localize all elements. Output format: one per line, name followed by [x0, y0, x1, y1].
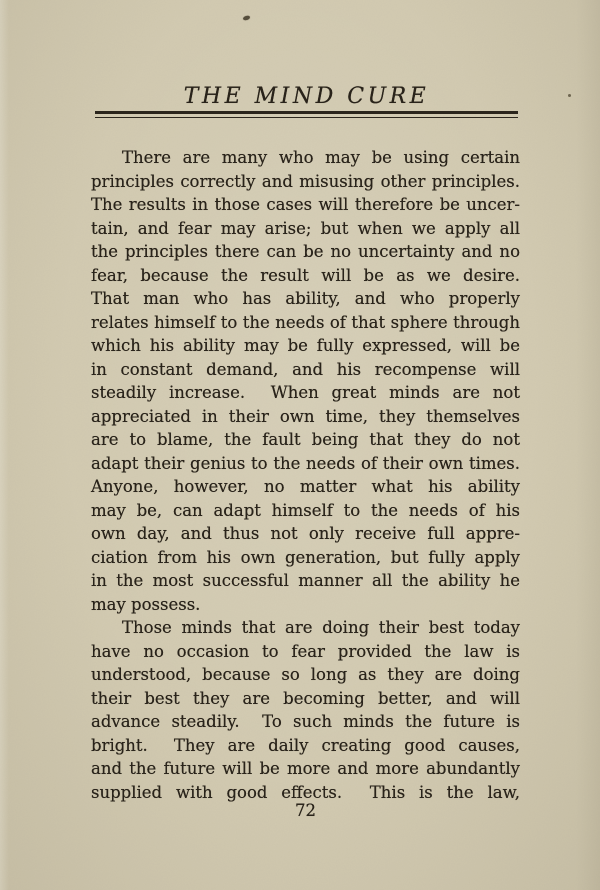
ink-speck	[243, 15, 251, 21]
body-text-line: which his ability may be fully expressed, will be	[91, 336, 520, 355]
body-text-line: may possess.	[91, 594, 201, 614]
body-text-line: are to blame, the fault being that they do not	[91, 430, 520, 449]
body-text-line: in the most successful manner all the ability he	[91, 571, 520, 590]
header-rule-thick	[95, 111, 518, 114]
body-text-line: fear, because the result will be as we desire.	[91, 265, 520, 285]
body-text-line: principles correctly and misusing other principles.	[91, 171, 520, 191]
body-text-line: own day, and thus not only receive full appre-	[91, 524, 520, 543]
body-text-line: supplied with good effects. This is the law,	[91, 782, 520, 802]
body-text-line: have no occasion to fear provided the law is	[91, 641, 520, 661]
body-text-line: tain, and fear may arise; but when we apply all	[91, 218, 520, 238]
body-text-line: understood, because so long as they are doing	[91, 665, 520, 684]
body-text-line: Those minds that are doing their best today	[122, 618, 520, 637]
body-text-line: ciation from his own generation, but fully apply	[91, 547, 520, 567]
body-text-line: and the future will be more and more abundantly	[91, 759, 520, 778]
body-text-line: may be, can adapt himself to the needs of his	[91, 500, 520, 520]
running-header-title: THE MIND CURE	[183, 84, 430, 109]
body-text-line: There are many who may be using certain	[122, 148, 520, 167]
page-number: 72	[295, 801, 316, 820]
body-text-line: advance steadily. To such minds the future is	[91, 712, 520, 731]
body-text-line: appreciated in their own time, they themselves	[91, 406, 520, 426]
header-rule-thin	[95, 117, 518, 118]
body-text-line: in constant demand, and his recompense will	[91, 359, 520, 379]
body-text	[91, 146, 520, 804]
body-text-line: Anyone, however, no matter what his ability	[91, 477, 520, 496]
body-text-line: bright. They are daily creating good causes,	[91, 735, 520, 755]
ink-speck	[568, 94, 571, 97]
body-text-line: the principles there can be no uncertainty and no	[91, 242, 520, 261]
body-text-line: their best they are becoming better, and will	[91, 688, 520, 708]
body-text-line: The results in those cases will therefore be uncer-	[91, 195, 520, 214]
body-text-line: That man who has ability, and who properly	[91, 289, 520, 308]
body-text-line: adapt their genius to the needs of their own times.	[91, 453, 520, 473]
body-text-line: relates himself to the needs of that sphere through	[91, 312, 520, 332]
body-text-line: steadily increase. When great minds are not	[91, 383, 520, 402]
